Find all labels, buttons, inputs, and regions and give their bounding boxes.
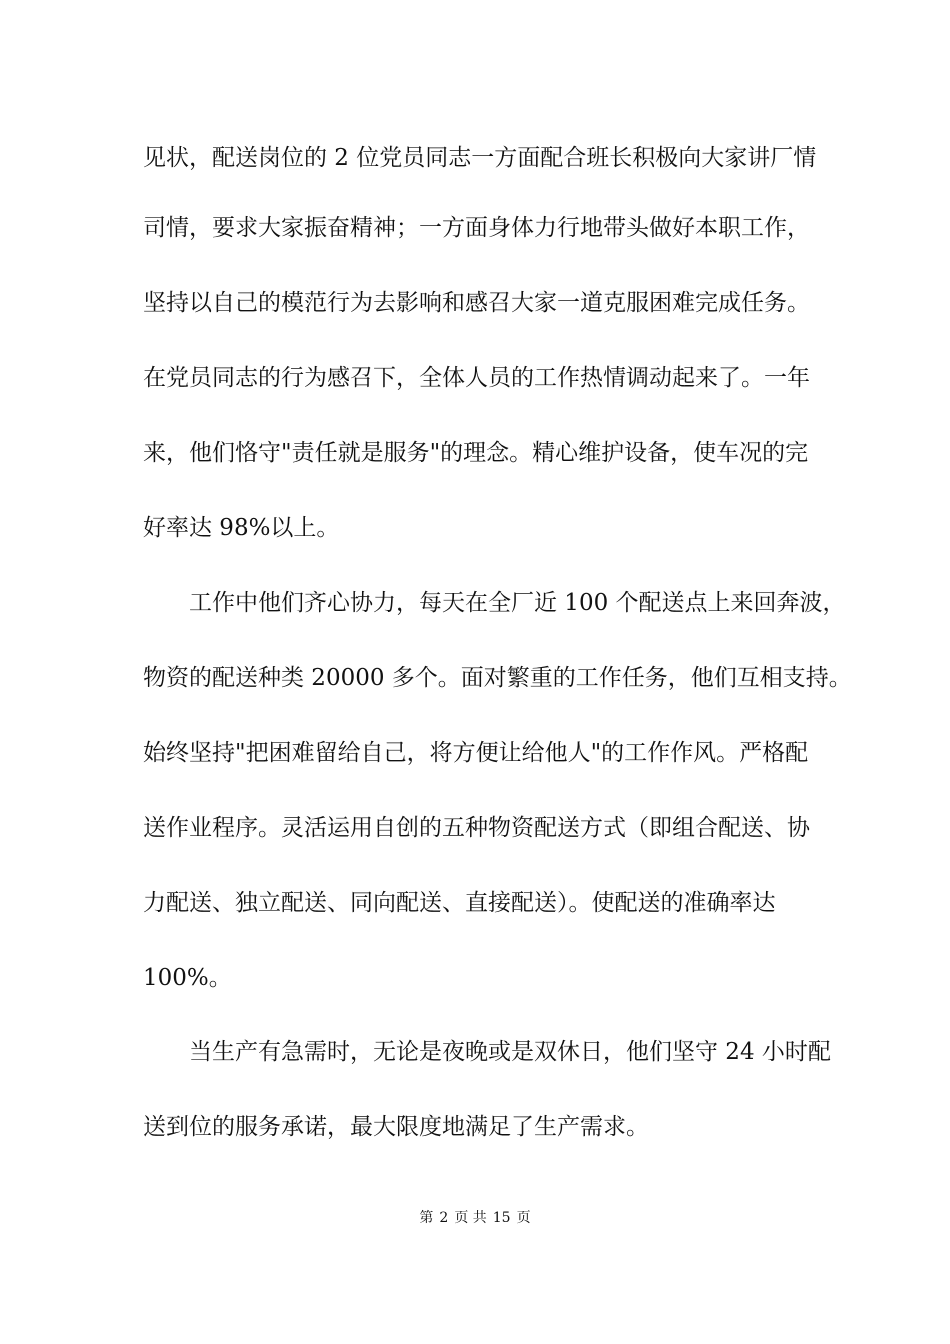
paragraph-line: 好率达 98%以上。 bbox=[143, 515, 340, 541]
paragraph-line: 在党员同志的行为感召下，全体人员的工作热情调动起来了。一年 bbox=[143, 365, 810, 391]
page-footer bbox=[0, 1208, 950, 1228]
paragraph-line: 100%。 bbox=[143, 965, 232, 991]
footer-total-pages: 15 bbox=[492, 1210, 511, 1226]
paragraph-line: 送作业程序。灵活运用自创的五种物资配送方式（即组合配送、协 bbox=[143, 815, 810, 841]
paragraph-line: 坚持以自己的模范行为去影响和感召大家一道克服困难完成任务。 bbox=[143, 290, 810, 316]
paragraph-line: 工作中他们齐心协力，每天在全厂近 100 个配送点上来回奔波， bbox=[189, 590, 846, 616]
footer-page-number: 2 bbox=[439, 1210, 449, 1226]
footer-middle: 页 共 bbox=[454, 1210, 487, 1226]
paragraph-line: 始终坚持"把困难留给自己，将方便让给他人"的工作作风。严格配 bbox=[143, 740, 809, 766]
paragraph-line: 当生产有急需时，无论是夜晚或是双休日，他们坚守 24 小时配 bbox=[189, 1039, 831, 1065]
paragraph-line: 司情，要求大家振奋精神；一方面身体力行地带头做好本职工作， bbox=[143, 215, 810, 241]
paragraph-line: 物资的配送种类 20000 多个。面对繁重的工作任务，他们互相支持。 bbox=[143, 665, 852, 691]
paragraph-line: 来，他们恪守"责任就是服务"的理念。精心维护设备，使车况的完 bbox=[143, 440, 809, 466]
paragraph-line: 力配送、独立配送、同向配送、直接配送）。使配送的准确率达 bbox=[143, 890, 776, 916]
footer-prefix: 第 bbox=[419, 1210, 434, 1226]
footer-suffix: 页 bbox=[516, 1210, 531, 1226]
paragraph-line: 见状，配送岗位的 2 位党员同志一方面配合班长积极向大家讲厂情 bbox=[143, 145, 817, 171]
paragraph-line: 送到位的服务承诺，最大限度地满足了生产需求。 bbox=[143, 1114, 649, 1140]
